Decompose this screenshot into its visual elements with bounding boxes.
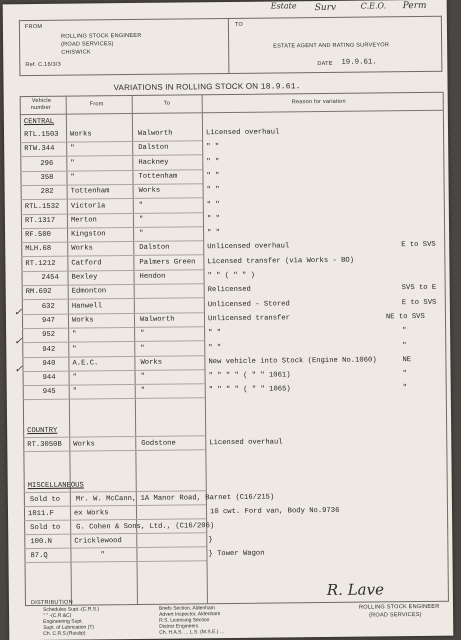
to-cell: Works [140,358,163,367]
to-cell: Tottenham [138,172,178,181]
to-cell: Hackney [138,158,169,167]
vehicle-number-cell: 2454 [41,273,59,282]
vehicle-number-cell: 945 [42,388,56,397]
reason-cell: Licensed overhaul [206,128,280,138]
code-cell: " [402,341,407,350]
signer-title: ROLLING STOCK ENGINEER [358,603,440,611]
handwritten-note: Estate [270,1,297,11]
to-cell: Palmers Green [139,258,196,267]
to-cell: " [138,201,144,210]
to-cell: " [140,330,145,339]
code-cell: E to SVS [401,298,437,307]
code-cell: " [402,370,407,379]
vehicle-number-cell: RTL.1532 [24,202,60,211]
code-cell: " [402,327,407,336]
signer-title: (ROAD SERVICES) [369,611,422,619]
vehicle-number-cell: RTL.1503 [24,130,59,140]
to-cell: Dalston [139,244,170,253]
vehicle-number-cell: 296 [40,159,54,168]
from-cell: Merton [70,216,97,225]
from-line: ROLLING STOCK ENGINEER [60,32,142,40]
page-title: VARIATIONS IN ROLLING STOCK ON 18.9.61. [113,81,301,93]
reason-cell: " " [208,343,222,352]
reason-cell: " " [207,229,221,238]
vehicle-number-cell: 944 [42,373,56,383]
reason-cell: " " " " ( " " 1065) [208,385,291,395]
table-row: Sold to G. Cohen & Sons, Ltd., (C16/206) [30,522,215,533]
code-cell: " [402,384,408,393]
table-row: 100.N Cricklewood } [30,536,213,547]
from-cell: " [70,173,75,182]
handwritten-note: Surv [314,2,337,14]
vehicle-number-cell: 952 [42,330,56,340]
from-cell: Works [71,316,94,325]
section-country: COUNTRY [27,426,58,436]
from-cell: Hanwell [71,301,103,311]
column-header-to: To [163,100,171,107]
document-page [3,0,454,640]
vehicle-number-cell: 947 [41,316,55,325]
column-header-from: From [89,101,104,108]
to-cell: Walworth [139,315,175,324]
table-row: 87.Q " } Tower Wagon [30,549,265,561]
code-cell: E to SVS [401,241,436,250]
table-row: 1011.F ex Works 10 cwt. Ford van, Body No.9736 [27,506,340,519]
reason-cell: " " [206,143,220,152]
vehicle-number-cell: RT.1212 [25,259,56,268]
vehicle-number-cell: 282 [40,188,54,197]
reason-cell: " " [206,171,220,181]
vehicle-number-cell: RT.1317 [24,216,56,225]
reason-cell: " " [208,329,222,338]
to-cell: " [140,387,146,396]
reason-cell: " " [206,157,220,166]
from-cell: " [72,387,78,397]
vehicle-number-cell: 940 [42,359,56,368]
code-cell: NE [402,355,412,364]
reason-cell: " " " " ( " " 1061) [208,371,291,381]
code-cell: NE to SVS [385,312,425,322]
from-cell: " [70,159,75,168]
reference: Ref. C.16/3/3 [25,61,61,69]
vehicle-number-cell: RM.692 [25,288,52,297]
vehicle-number-cell: RTW.344 [24,145,55,154]
reason-cell: Unlicensed transfer [207,314,290,324]
tick-mark: ✓ [14,364,23,376]
date-value: 19.9.61. [341,58,377,67]
vehicle-number-cell: 358 [40,173,54,182]
to-cell: " [140,372,145,382]
reason-cell: " " [206,200,220,209]
from-cell: Kingston [71,230,106,239]
tick-mark: ✓ [13,307,23,319]
vehicle-number-cell: RF.500 [25,230,52,240]
from-cell: " [72,345,77,354]
to-cell: " [139,229,144,239]
from-cell: Works [71,244,93,254]
distribution-list: Schedules Supt.-(C.R.S.) " " -(C.R.&C) Engineering Supt. Supt. of Lubrication (T) Ch. C.R.S.(Ruislip) [42,606,100,637]
from-cell: Bexley [71,273,98,282]
handwritten-note: Perm [402,0,427,12]
to-line: ESTATE AGENT AND RATING SURVEYOR [273,42,390,50]
tick-mark: ✓ [14,336,23,348]
reason-cell: " " ( " " ) [207,271,256,281]
reason-cell: " " [206,186,220,195]
section-misc: MISCELLANEOUS [27,481,84,491]
from-cell: Victoria [70,201,106,211]
vehicle-number-cell: 942 [42,345,56,354]
column-header-vehicle: Vehicle [31,97,52,105]
table-row: RT.3050B Works Godstone Licensed overhaul [27,438,283,450]
date-label: DATE [317,60,333,68]
reason-cell: Unlicensed - Stored [207,299,290,309]
to-cell: " [140,344,145,353]
from-cell: " [72,330,77,339]
from-cell: Catford [71,259,102,268]
vehicle-number-cell: 632 [41,302,55,311]
to-cell: Works [138,186,161,196]
code-cell: SVS to E [401,284,437,293]
to-cell: Dalston [138,143,169,153]
reason-cell: Relicensed [207,286,251,295]
from-cell: " [70,144,75,153]
handwritten-note: C.E.O. [360,1,387,11]
from-cell: Edmonton [71,287,107,296]
column-header-vehicle: number [30,104,51,112]
to-label: TO [234,21,244,28]
distribution-list: Briefs Section, Aldenham Advert Inspector, Aldenham R.S. Licensing Section District Engineers Ch. H.A.S. ... L.S. (M.S.E.) ... [158,605,225,636]
section-central: CENTRAL [23,117,55,127]
reason-cell: " " [206,214,220,224]
from-label: FROM [24,23,43,31]
vehicle-number-cell: MLH.68 [25,245,52,254]
reason-cell: New vehicle into Stock (Engine No.1060) [208,356,377,367]
reason-cell: Unlicensed overhaul [207,242,290,252]
from-line: (ROAD SERVICES) [61,41,114,48]
to-cell: Walworth [138,129,173,138]
from-cell: " [72,373,77,382]
to-cell: Hendon [139,272,166,281]
from-line: CHISWICK [61,49,91,56]
from-cell: A.E.C. [72,359,99,368]
table-row: Sold to Mr. W. McCann, 1A Manor Road, Barnet (C16/215) [29,493,275,505]
to-cell: " [138,215,144,224]
from-cell: Tottenham [70,187,110,196]
column-header-reason: Reason for variation [291,98,346,106]
distribution-label: DISTRIBUTION [30,599,73,607]
signature: R. Lave [326,580,385,599]
from-cell: Works [70,130,92,139]
reason-cell: Licensed transfer (via Works - BO) [207,256,355,266]
